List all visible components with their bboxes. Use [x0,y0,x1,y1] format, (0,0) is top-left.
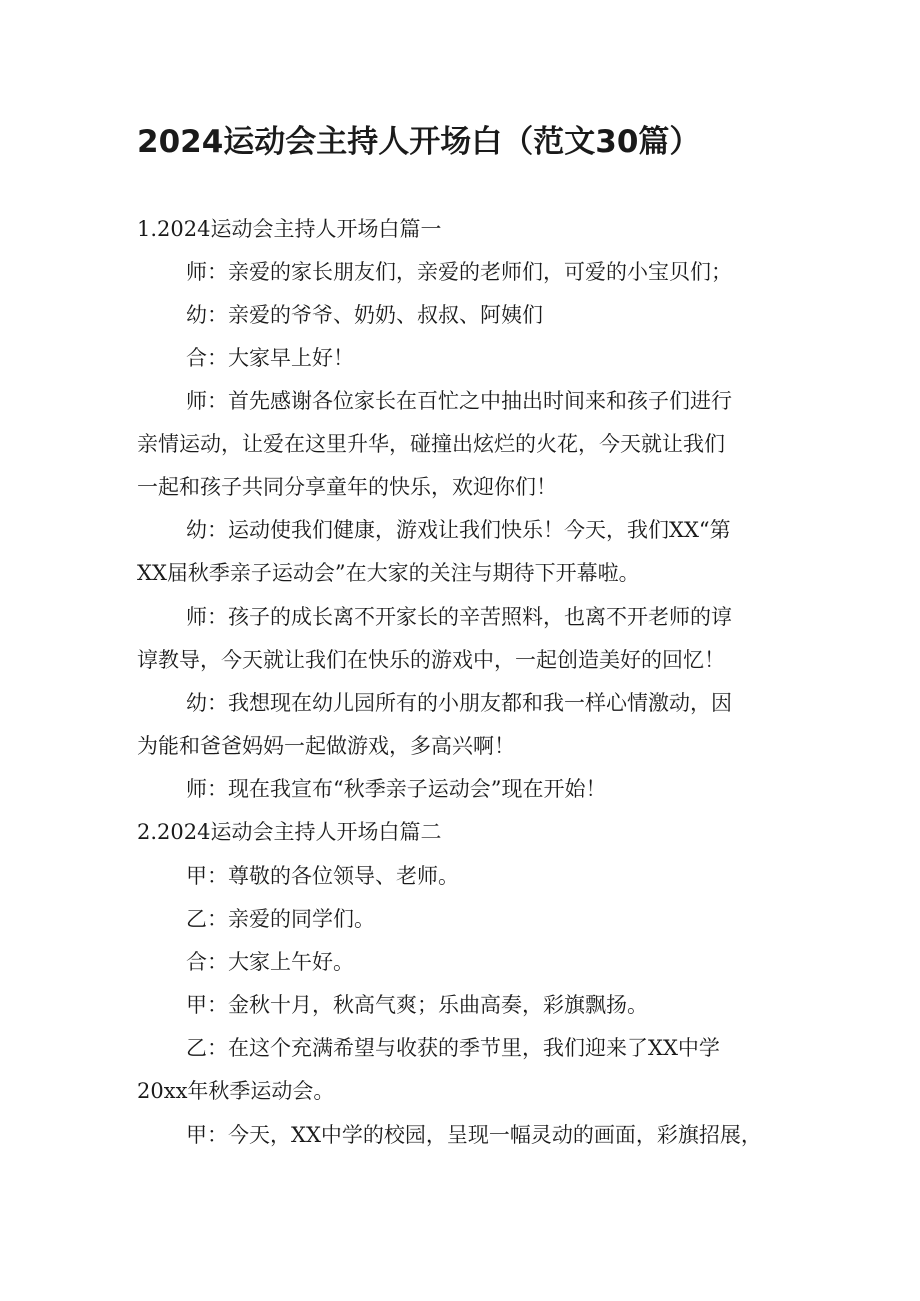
paragraph-line: 为能和爸爸妈妈一起做游戏，多高兴啊！ [137,734,515,758]
paragraph-line: 合：大家早上好！ [186,346,354,370]
paragraph-line: 幼：亲爱的爷爷、奶奶、叔叔、阿姨们 [186,303,543,327]
document-title: 2024运动会主持人开场白（范文30篇） [137,124,701,160]
paragraph-line: 幼：我想现在幼儿园所有的小朋友都和我一样心情激动，因 [186,691,732,715]
paragraph-line: 幼：运动使我们健康，游戏让我们快乐！今天，我们XX“第 [186,518,731,542]
section-heading-1: 1.2024运动会主持人开场白篇一 [137,217,442,241]
paragraph-line: 甲：今天，XX中学的校园，呈现一幅灵动的画面，彩旗招展， [186,1123,762,1147]
paragraph-line: 乙：亲爱的同学们。 [186,907,375,931]
paragraph-line: 师：亲爱的家长朋友们，亲爱的老师们，可爱的小宝贝们； [186,260,732,284]
paragraph-line: 甲：金秋十月，秋高气爽；乐曲高奏，彩旗飘扬。 [186,993,648,1017]
paragraph-line: 一起和孩子共同分享童年的快乐，欢迎你们！ [137,475,557,499]
paragraph-line: 师：孩子的成长离不开家长的辛苦照料，也离不开老师的谆 [186,605,732,629]
section-heading-2: 2.2024运动会主持人开场白篇二 [137,820,442,844]
paragraph-line: 亲情运动，让爱在这里升华，碰撞出炫烂的火花，今天就让我们 [137,432,725,456]
paragraph-line: 谆教导，今天就让我们在快乐的游戏中，一起创造美好的回忆！ [137,648,725,672]
paragraph-line: 甲：尊敬的各位领导、老师。 [186,864,459,888]
paragraph-line: 师：首先感谢各位家长在百忙之中抽出时间来和孩子们进行 [186,389,732,413]
paragraph-line: 合：大家上午好。 [186,950,354,974]
paragraph-line: 20xx年秋季运动会。 [137,1079,335,1103]
paragraph-line: XX届秋季亲子运动会”在大家的关注与期待下开幕啦。 [137,561,640,585]
paragraph-line: 乙：在这个充满希望与收获的季节里，我们迎来了XX中学 [186,1036,720,1060]
paragraph-line: 师：现在我宣布“秋季亲子运动会”现在开始！ [186,777,607,801]
